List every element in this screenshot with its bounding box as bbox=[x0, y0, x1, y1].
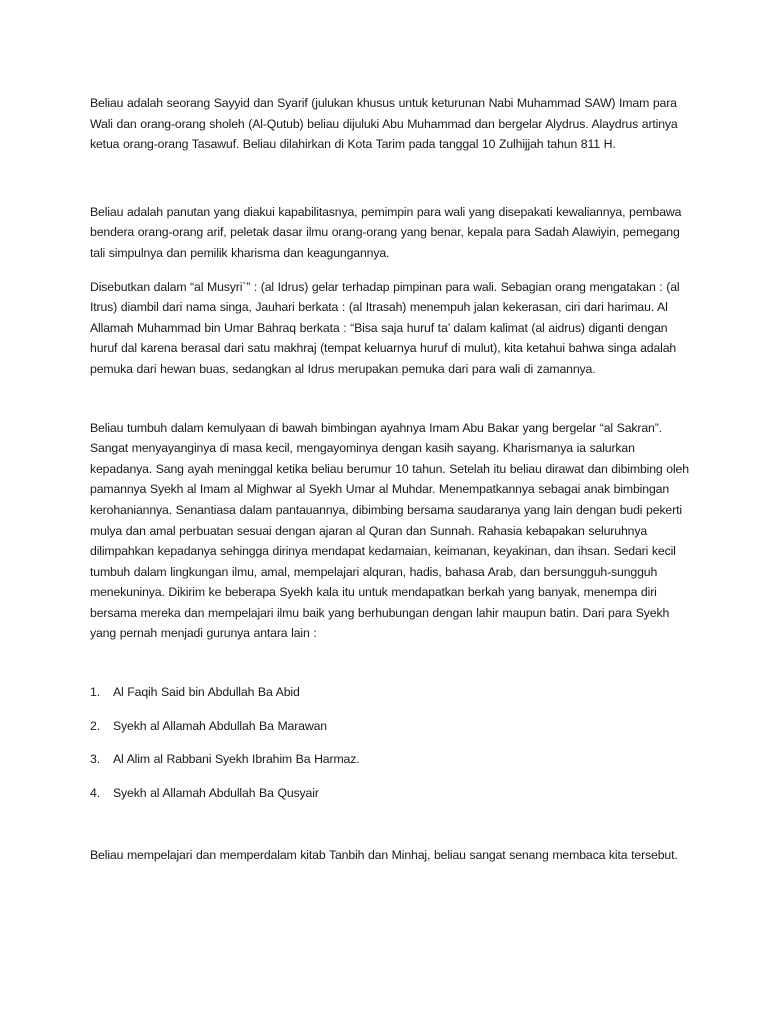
paragraph-kitab: Beliau mempelajari dan memperdalam kitab Tanbih dan Minhaj, beliau sangat senang membaca kita tersebut. bbox=[90, 848, 678, 863]
document-page bbox=[90, 93, 690, 866]
list-item-text: Syekh al Allamah Abdullah Ba Marawan bbox=[113, 718, 327, 733]
list-item bbox=[90, 682, 690, 703]
list-item-text: Syekh al Allamah Abdullah Ba Qusyair bbox=[113, 785, 319, 800]
list-item bbox=[90, 716, 690, 737]
list-number: 4. bbox=[90, 785, 100, 800]
list-number: 1. bbox=[90, 685, 100, 700]
paragraph-gelar: Disebutkan dalam “al Musyri`” : (al Idrus) gelar terhadap pimpinan para wali. Sebagian orang mengatakan : (al Itrus) diambil dari nama singa, Jauhari berkata : (al Itrasah) menempuh jalan kekerasan, ciri dari harimau. Al Allamah Muhammad bin Umar Bahraq berkata : “Bisa saja huruf ta’ dalam kalimat (al aidrus) diganti dengan huruf dal karena berasal dari satu makhraj (tempat keluarnya huruf di mulut), kita ketahui bahwa singa adalah pemuka dari hewan buas, sedangkan al Idrus merupakan pemuka dari para wali di zamannya. bbox=[90, 279, 680, 376]
teachers-list bbox=[90, 682, 690, 803]
paragraph-intro: Beliau adalah seorang Sayyid dan Syarif (julukan khusus untuk keturunan Nabi Muhammad SAW) Imam para Wali dan orang-orang sholeh (Al-Qutub) beliau dijuluki Abu Muhammad dan bergelar Alydrus. Alaydrus artinya ketua orang-orang Tasawuf. Beliau dilahirkan di Kota Tarim pada tanggal 10 Zulhijjah tahun 811 H. bbox=[90, 96, 678, 152]
paragraph-masa-kecil: Beliau tumbuh dalam kemulyaan di bawah bimbingan ayahnya Imam Abu Bakar yang bergelar “al Sakran”. Sangat menyayanginya di masa kecil, mengayominya dengan kasih sayang. Kharismanya ia salurkan kepadanya. Sang ayah meninggal ketika beliau berumur 10 tahun. Setelah itu beliau dirawat dan dibimbing oleh pamannya Syekh al Imam al Mighwar al Syekh Umar al Muhdar. Menempatkannya sebagai anak bimbingan kerohaniannya. Senantiasa dalam pantauannya, dibimbing bersama saudaranya yang lain dengan budi pekerti mulya dan amal perbuatan sesuai dengan ajaran al Quran dan Sunnah. Rahasia kebapakan seluruhnya dilimpahkan kepadanya sehingga dirinya mendapat kedamaian, keimanan, keyakinan, dan ihsan. Sedari kecil tumbuh dalam lingkungan ilmu, amal, mempelajari alquran, hadis, bahasa Arab, dan bersungguh-sungguh menekuninya. Dikirim ke beberapa Syekh kala itu untuk mendapatkan berkah yang banyak, menempa diri bersama mereka dan mempelajari ilmu baik yang berhubungan dengan lahir maupun batin. Dari para Syekh yang pernah menjadi gurunya antara lain : bbox=[90, 420, 689, 641]
list-item-text: Al Alim al Rabbani Syekh Ibrahim Ba Harmaz. bbox=[113, 752, 360, 767]
paragraph-panutan: Beliau adalah panutan yang diakui kapabilitasnya, pemimpin para wali yang disepakati kewaliannya, pembawa bendera orang-orang arif, peletak dasar ilmu orang-orang yang benar, kepala para Sadah Alawiyin, pemegang tali simpulnya dan pemilik kharisma dan keagungannya. bbox=[90, 204, 682, 260]
list-item bbox=[90, 783, 690, 804]
list-item bbox=[90, 749, 690, 770]
list-number: 2. bbox=[90, 718, 100, 733]
list-number: 3. bbox=[90, 752, 100, 767]
list-item-text: Al Faqih Said bin Abdullah Ba Abid bbox=[113, 685, 300, 700]
